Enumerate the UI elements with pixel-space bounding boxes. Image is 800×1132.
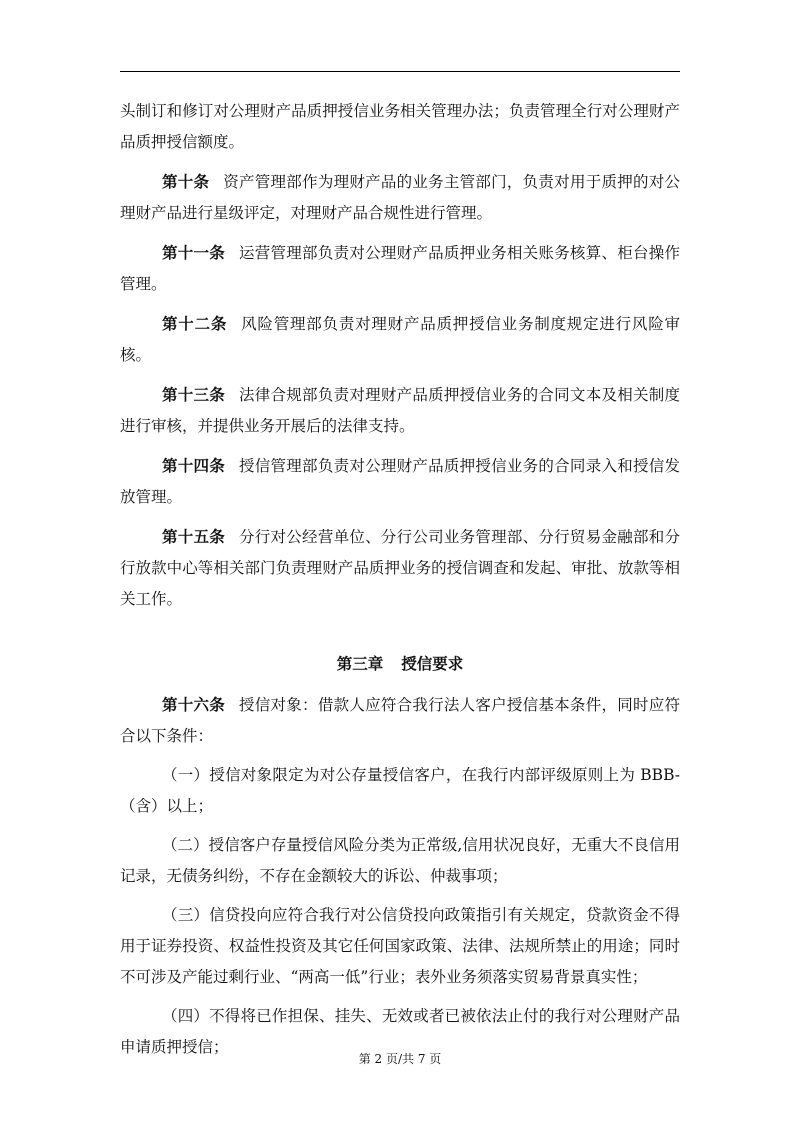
chapter-number: 第三章: [336, 654, 384, 673]
article-number: 第十一条: [162, 243, 226, 262]
article-number: 第十二条: [162, 314, 228, 333]
page-footer: [0, 1050, 800, 1067]
article-number: 第十五条: [162, 527, 226, 546]
article-number: 第十四条: [162, 456, 226, 475]
article-13: [120, 379, 680, 442]
article-16: [120, 689, 680, 752]
condition-item: [120, 830, 680, 892]
header-rule: [120, 71, 680, 72]
article-10: [120, 166, 680, 229]
article-number: 第十条: [162, 172, 210, 191]
article-text: 运营管理部负责对公理财产品质押业务相关账务核算、柜台操作管理。: [120, 244, 680, 293]
condition-item: [120, 760, 680, 822]
article-12: [120, 308, 680, 371]
chapter-title: 授信要求: [401, 654, 464, 673]
condition-text: （一）授信对象限定为对公存量授信客户，在我行内部评级原则上为 BBB-（含）以上；: [120, 766, 680, 815]
article-text: 风险管理部负责对理财产品质押授信业务制度规定进行风险审核。: [120, 315, 680, 364]
condition-text: （二）授信客户存量授信风险分类为正常级,信用状况良好，无重大不良信用记录，无债务纠纷，不存在金额较大的诉讼、仲裁事项；: [120, 836, 680, 885]
page-number: 第 2 页/共 7 页: [358, 1052, 442, 1066]
condition-item: [120, 900, 680, 993]
article-text: 法律合规部负责对理财产品质押授信业务的合同文本及相关制度进行审核，并提供业务开展后的法律支持。: [120, 386, 680, 435]
article-text: 资产管理部作为理财产品的业务主管部门，负责对用于质押的对公理财产品进行星级评定，对理财产品合规性进行管理。: [120, 173, 680, 222]
condition-text: （三）信贷投向应符合我行对公信贷投向政策指引有关规定，贷款资金不得用于证券投资、权益性投资及其它任何国家政策、法律、法规所禁止的用途；同时不可涉及产能过剩行业、“两高一低”行业；表外业务须落实贸易背景真实性；: [120, 906, 680, 986]
article-number: 第十三条: [162, 385, 226, 404]
article-text: 授信管理部负责对公理财产品质押授信业务的合同录入和授信发放管理。: [120, 457, 680, 506]
paragraph-continuation: [120, 96, 680, 158]
condition-text: （四）不得将已作担保、挂失、无效或者已被依法止付的我行对公理财产品申请质押授信；: [120, 1007, 680, 1056]
article-15: [120, 521, 680, 615]
article-text: 授信对象：借款人应符合我行法人客户授信基本条件，同时应符合以下条件：: [120, 696, 680, 745]
article-11: [120, 237, 680, 300]
paragraph-text: 头制订和修订对公理财产品质押授信业务相关管理办法；负责管理全行对公理财产品质押授信额度。: [120, 102, 680, 151]
chapter-heading: [120, 648, 680, 679]
article-number: 第十六条: [162, 695, 226, 714]
document-body: [120, 96, 680, 1071]
article-text: 分行对公经营单位、分行公司业务管理部、分行贸易金融部和分行放款中心等相关部门负责理财产品质押业务的授信调查和发起、审批、放款等相关工作。: [120, 528, 680, 608]
article-14: [120, 450, 680, 513]
